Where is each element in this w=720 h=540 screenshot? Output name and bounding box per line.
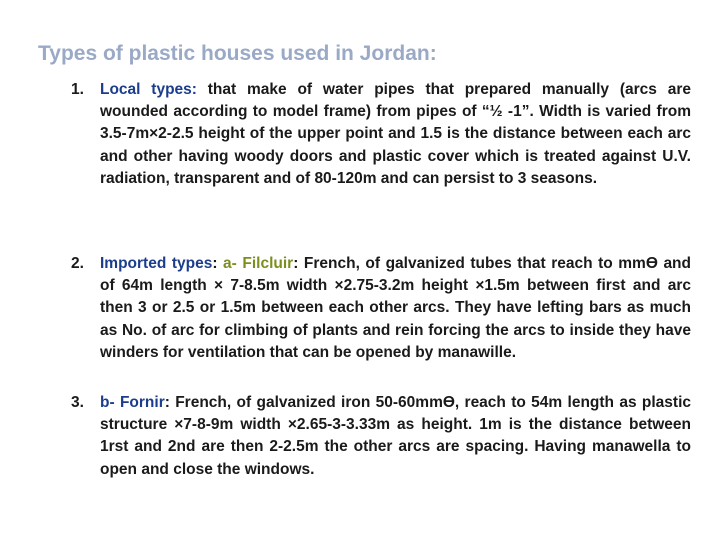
list-item-local-types	[71, 79, 691, 190]
item-number: 3.	[71, 394, 84, 411]
item-sublabel: a- Filcluir	[223, 255, 294, 272]
item-number: 1.	[71, 81, 84, 98]
item-body	[100, 79, 691, 190]
item-text: that make of water pipes that prepared manually (arcs are wounded according to model frame) from pipes of “½ -1”. Width is varied from 3.5-7m×2-2.5 height of the upper point and 1.5 is the distance between each arc and other having woody doors and plastic cover which is treated against U.V. radiation, transparent and of 80-120m and can persist to 3 seasons.	[100, 81, 691, 187]
item-body	[100, 392, 691, 481]
item-colon: :	[212, 255, 224, 272]
list-item-fornir	[71, 392, 691, 481]
list-item-imported-types	[71, 253, 691, 364]
slide-title: Types of plastic houses used in Jordan:	[38, 42, 437, 65]
item-body	[100, 253, 691, 364]
item-text: : French, of galvanized iron 50-60mmϴ, reach to 54m length as plastic structure ×7-8-9m width ×2.65-3-3.33m as height. 1m is the distance between 1rst and 2nd are then 2-2.5m the other arcs are spacing. Having manawella to open and close the windows.	[100, 394, 691, 478]
item-label: b- Fornir	[100, 394, 165, 411]
item-label: Local types:	[100, 81, 197, 98]
item-text: : French, of galvanized tubes that reach to mmϴ and of 64m length × 7-8.5m width ×2.75-3.2m height ×1.5m between first and arc then 3 or 2.5 or 1.5m between each other arcs. They have lefting bars as much as No. of arc for climbing of plants and rein forcing the arcs to inside they have winders for ventilation that can be opened by manawille.	[100, 255, 691, 361]
item-label: Imported types	[100, 255, 213, 272]
item-number: 2.	[71, 255, 84, 272]
